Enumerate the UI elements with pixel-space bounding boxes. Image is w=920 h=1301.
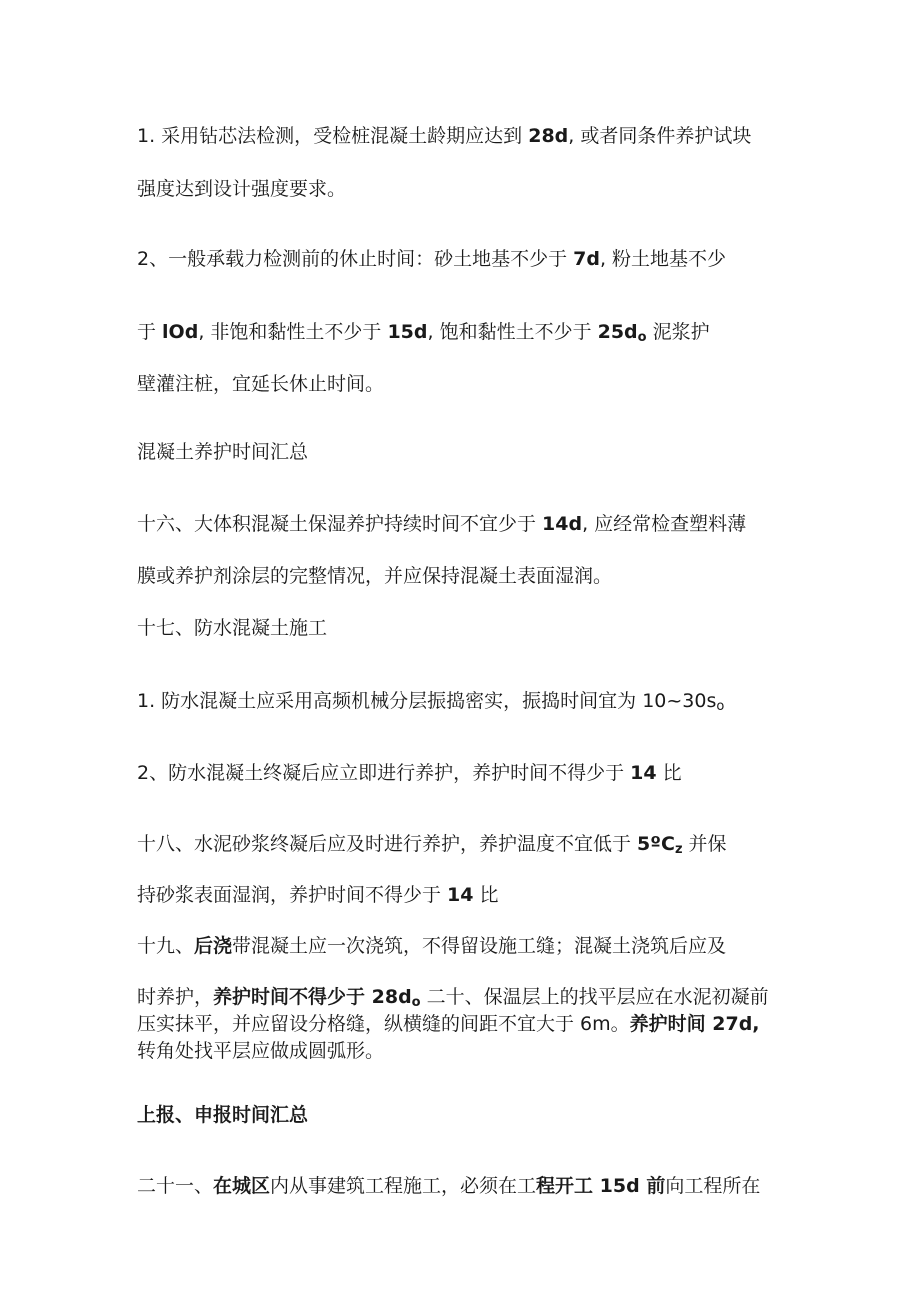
paragraph-line: 强度达到设计强度要求。	[137, 178, 347, 200]
paragraph-line: 2、一般承载力检测前的休止时间：砂土地基不少于 7d, 粉土地基不少	[137, 248, 727, 270]
paragraph-line: 1. 防水混凝土应采用高频机械分层振捣密实，振捣时间宜为 $10\sim 30s_o$	[137, 690, 725, 714]
paragraph-line: 十八、水泥砂浆终凝后应及时进行养护，养护温度不宜低于 5ºC$_z$ 并保	[137, 833, 727, 857]
paragraph-line: 壁灌注桩，宜延长休止时间。	[137, 373, 385, 395]
paragraph-line: 十七、防水混凝土施工	[137, 617, 328, 639]
paragraph-line: 2、防水混凝土终凝后应立即进行养护，养护时间不得少于 14 比	[137, 762, 682, 784]
paragraph-line: 二十一、在城区内从事建筑工程施工，必须在工程开工 15d 前向工程所在	[137, 1175, 761, 1197]
paragraph-line: 十六、大体积混凝土保湿养护持续时间不宜少于 14d, 应经常检查塑料薄	[137, 513, 747, 535]
paragraph-line: 压实抹平，并应留设分格缝，纵横缝的间距不宜大于 6m。养护时间 27d,	[137, 1013, 760, 1035]
section-heading: 上报、申报时间汇总	[137, 1104, 309, 1126]
paragraph-line: 持砂浆表面湿润，养护时间不得少于 14 比	[137, 884, 499, 906]
paragraph-line: 膜或养护剂涂层的完整情况，并应保持混凝土表面湿润。	[137, 565, 613, 587]
paragraph-line: 时养护，养护时间不得少于 $28d_o$ 二十、保温层上的找平层应在水泥初凝前	[137, 986, 769, 1010]
paragraph-line: 于 lOd, 非饱和黏性土不少于 15d, 饱和黏性土不少于 $25d_o$ 泥浆护	[137, 321, 710, 345]
section-heading: 混凝土养护时间汇总	[137, 441, 309, 463]
paragraph-line: 十九、后浇带混凝土应一次浇筑，不得留设施工缝；混凝土浇筑后应及	[137, 935, 727, 957]
paragraph-line: 1. 采用钻芯法检测，受检桩混凝土龄期应达到 28d, 或者同条件养护试块	[137, 125, 752, 147]
paragraph-line: 转角处找平层应做成圆弧形。	[137, 1040, 385, 1062]
